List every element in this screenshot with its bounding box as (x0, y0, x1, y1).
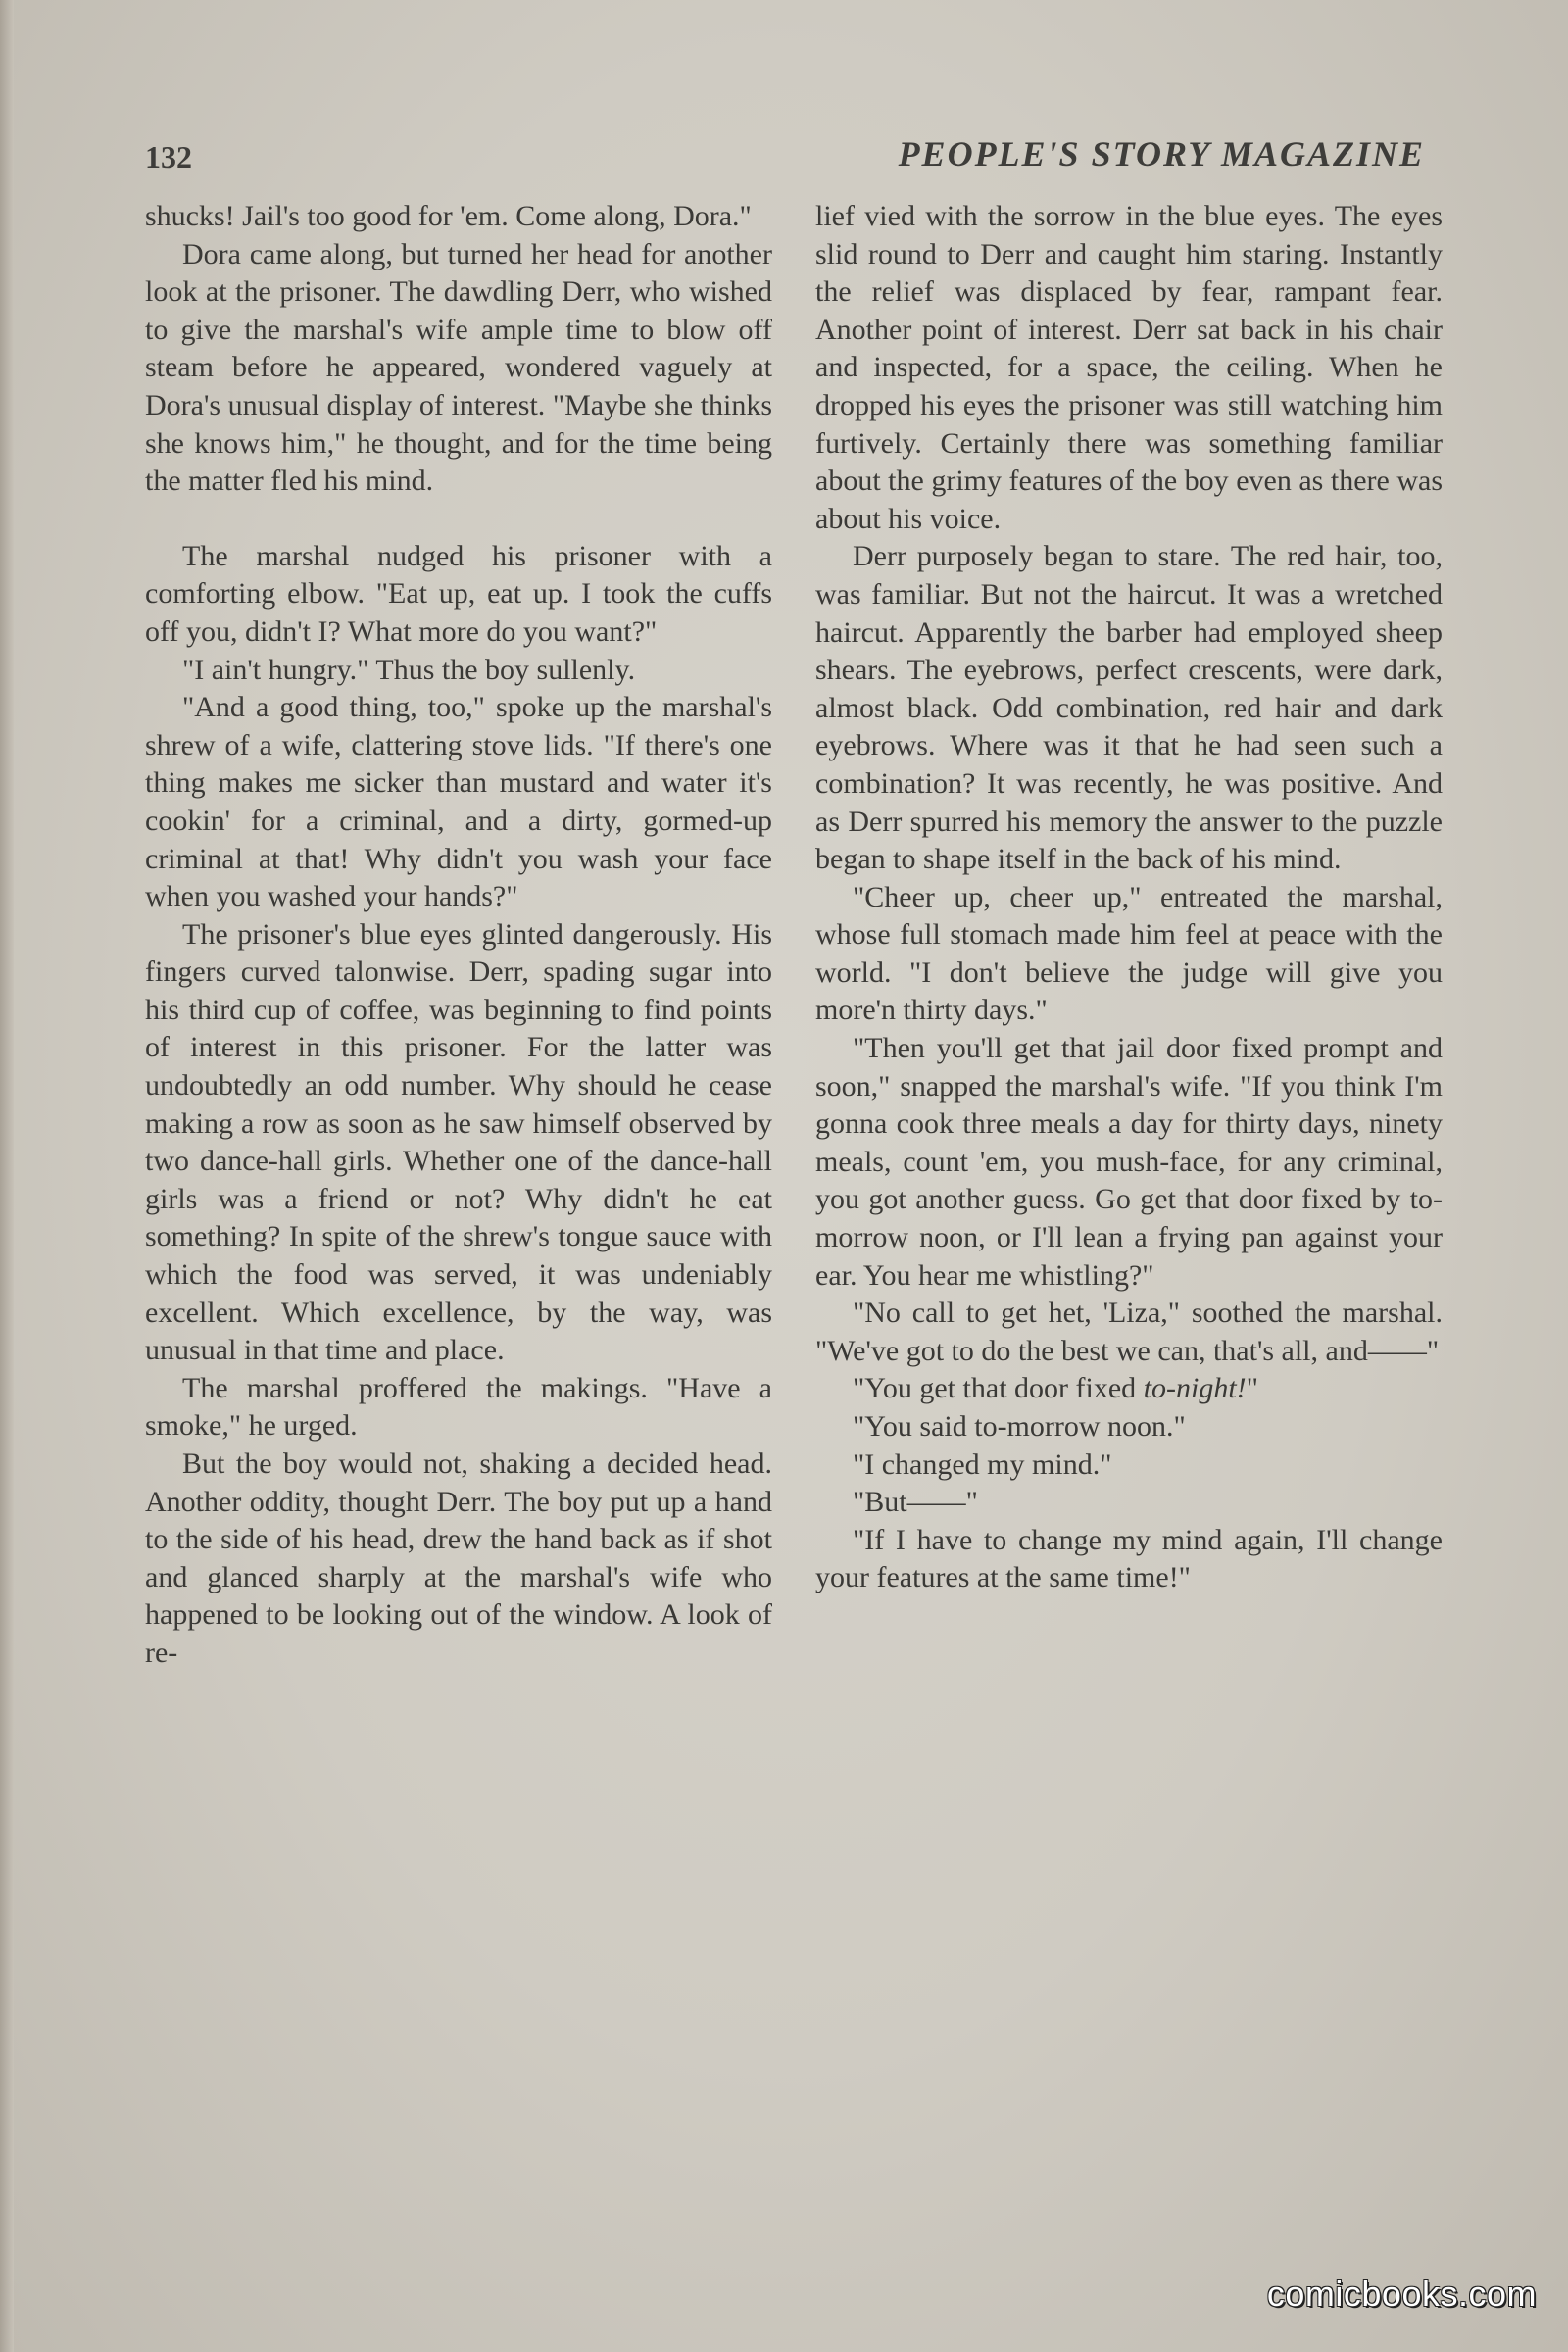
paragraph: Derr purposely began to stare. The red hair, too, was familiar. But not the haircut. It was a wretched haircut. Apparently the barber had employed sheep shears. The eyebrows, perfect crescents, were dark, almost black. Odd combination, red hair and dark eyebrows. Where was it that he had seen such a combination? It was recently, he was positive. And as Derr spurred his memory the answer to the puzzle began to shape itself in the back of his mind. (815, 540, 1443, 876)
watermark: comicbooks.com (1266, 2274, 1537, 2314)
section-gap (145, 501, 772, 538)
right-column (815, 198, 1443, 1597)
paragraph: "But——" (853, 1486, 978, 1519)
paragraph: The prisoner's blue eyes glinted dangerously. His fingers curved talonwise. Derr, spading sugar into his third cup of coffee, was beginning to find points of interest in this prisoner. For the latter was undoubtedly an odd number. Why should he cease making a row as soon as he saw himself observed by two dance-hall girls. Whether one of the dance-hall girls was a friend or not? Why didn't he eat something? In spite of the shrew's tongue sauce with which the food was served, it was undeniably excellent. Which excellence, by the way, was unusual in that time and place. (145, 917, 772, 1367)
paragraph: "I ain't hungry." Thus the boy sullenly. (182, 653, 636, 686)
page-header (145, 133, 1425, 182)
paragraph: "I changed my mind." (853, 1447, 1112, 1481)
running-head: PEOPLE'S STORY MAGAZINE (898, 134, 1425, 173)
page-number: 132 (145, 139, 192, 174)
paragraph: lief vied with the sorrow in the blue eyes. The eyes slid round to Derr and caught him staring. Instantly the relief was displaced by fear, rampant fear. Another point of interest. Derr sat back in his chair and inspected, for a space, the ceiling. When he dropped his eyes the prisoner was still watching him furtively. Certainly there was something familiar about the grimy features of the boy even as there was about his voice. (815, 200, 1443, 535)
paragraph: "Then you'll get that jail door fixed prompt and soon," snapped the marshal's wife. "If you think I'm gonna cook three meals a day for thirty days, ninety meals, count 'em, you mush-face, for any criminal, you got another guess. Go get that door fixed by to-morrow noon, or I'll lean a frying pan against your ear. You hear me whistling?" (815, 1032, 1443, 1292)
paragraph: The marshal proffered the makings. "Have a smoke," he urged. (145, 1371, 772, 1443)
paragraph: But the boy would not, shaking a decided head. Another oddity, thought Derr. The boy put up a hand to the side of his head, drew the hand back as if shot and glanced sharply at the marshal's wife who happened to be looking out of the window. A look of re- (145, 1447, 772, 1669)
left-column (145, 198, 772, 1673)
paragraph: "You said to-morrow noon." (853, 1410, 1186, 1443)
paragraph: shucks! Jail's too good for 'em. Come along, Dora." (145, 200, 752, 232)
page-edge (0, 0, 14, 2352)
emphasis-text: to-night! (1143, 1372, 1247, 1405)
paragraph: "If I have to change my mind again, I'll change your features at the same time!" (815, 1523, 1443, 1594)
paragraph: "No call to get het, 'Liza," soothed the marshal. "We've got to do the best we can, that's all, and——" (815, 1297, 1443, 1367)
dialogue-text: " (1246, 1372, 1258, 1405)
paragraph: The marshal nudged his prisoner with a comforting elbow. "Eat up, eat up. I took the cuffs off you, didn't I? What more do you want?" (145, 539, 772, 648)
paragraph (815, 1370, 1443, 1408)
paragraph: "Cheer up, cheer up," entreated the marshal, whose full stomach made him feel at peace with the world. "I don't believe the judge will give you more'n thirty days." (815, 880, 1443, 1027)
paragraph: Dora came along, but turned her head for another look at the prisoner. The dawdling Derr, who wished to give the marshal's wife ample time to blow off steam before he appeared, wondered vaguely at Dora's unusual display of interest. "Maybe she thinks she knows him," he thought, and for the time being the matter fled his mind. (145, 237, 772, 498)
paragraph: "And a good thing, too," spoke up the marshal's shrew of a wife, clattering stove lids. "If there's one thing makes me sicker than mustard and water it's cookin' for a criminal, and a dirty, gormed-up criminal at that! Why didn't you wash your face when you washed your hands?" (145, 691, 772, 913)
dialogue-text: "You get that door fixed (853, 1372, 1144, 1405)
